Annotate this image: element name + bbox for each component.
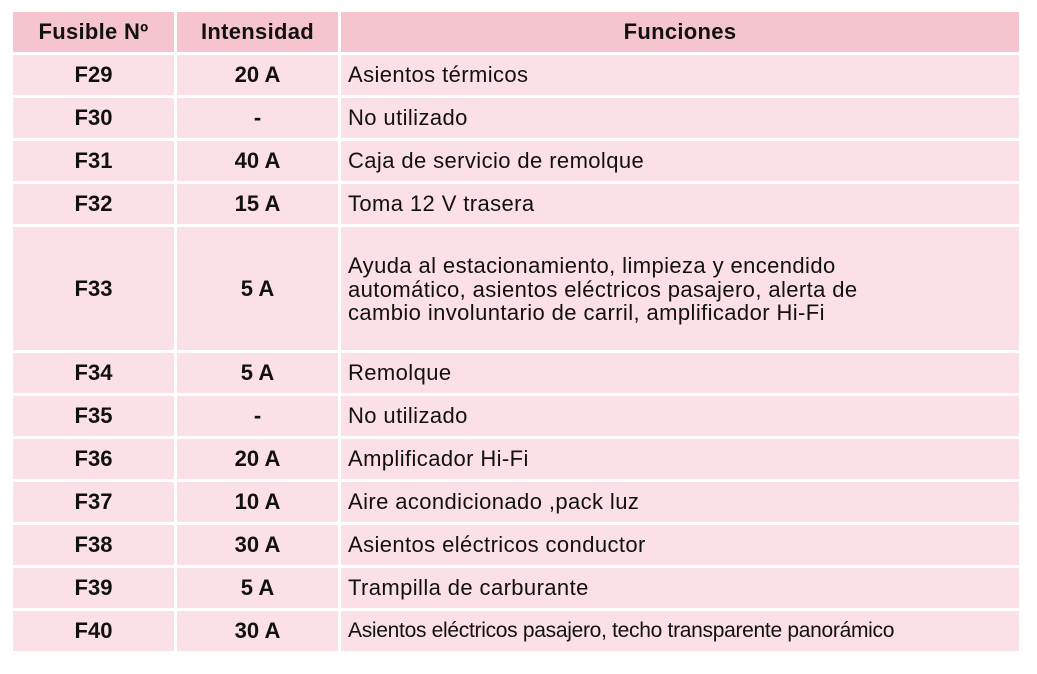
intensity-cell: -	[177, 98, 338, 138]
intensity-cell: 40 A	[177, 141, 338, 181]
intensity-cell: 5 A	[177, 227, 338, 350]
fuse-number-cell: F39	[13, 568, 174, 608]
intensity-cell: 30 A	[177, 525, 338, 565]
fuse-number-cell: F38	[13, 525, 174, 565]
function-cell: Trampilla de carburante	[341, 568, 1019, 608]
intensity-cell: 5 A	[177, 353, 338, 393]
function-text-block	[348, 254, 858, 325]
fuse-number-cell: F34	[13, 353, 174, 393]
function-cell: Remolque	[341, 353, 1019, 393]
function-cell: No utilizado	[341, 98, 1019, 138]
fuse-number-cell: F37	[13, 482, 174, 522]
function-cell: Asientos eléctricos conductor	[341, 525, 1019, 565]
fuse-number-cell: F32	[13, 184, 174, 224]
function-line: cambio involuntario de carril, amplificador Hi-Fi	[348, 300, 825, 326]
function-line: Ayuda al estacionamiento, limpieza y encendido	[348, 253, 836, 279]
function-cell: Caja de servicio de remolque	[341, 141, 1019, 181]
fuse-number-cell: F31	[13, 141, 174, 181]
header-functions: Funciones	[341, 12, 1019, 52]
fuse-table	[13, 12, 1019, 651]
intensity-cell: 20 A	[177, 55, 338, 95]
function-cell: Amplificador Hi-Fi	[341, 439, 1019, 479]
fuse-number-cell: F29	[13, 55, 174, 95]
fuse-number-cell: F36	[13, 439, 174, 479]
function-cell	[341, 227, 1019, 350]
fuse-number-cell: F35	[13, 396, 174, 436]
fuse-number-cell: F40	[13, 611, 174, 651]
fuse-number-cell: F30	[13, 98, 174, 138]
fuse-number-cell: F33	[13, 227, 174, 350]
intensity-cell: 5 A	[177, 568, 338, 608]
intensity-cell: 20 A	[177, 439, 338, 479]
function-cell: Asientos térmicos	[341, 55, 1019, 95]
header-fuse-number: Fusible Nº	[13, 12, 174, 52]
function-cell: Asientos eléctricos pasajero, techo transparente panorámico	[341, 611, 1019, 651]
intensity-cell: 10 A	[177, 482, 338, 522]
intensity-cell: 30 A	[177, 611, 338, 651]
intensity-cell: 15 A	[177, 184, 338, 224]
function-cell: No utilizado	[341, 396, 1019, 436]
function-cell: Aire acondicionado ,pack luz	[341, 482, 1019, 522]
function-cell: Toma 12 V trasera	[341, 184, 1019, 224]
intensity-cell: -	[177, 396, 338, 436]
header-intensity: Intensidad	[177, 12, 338, 52]
function-line: automático, asientos eléctricos pasajero, alerta de	[348, 276, 858, 302]
